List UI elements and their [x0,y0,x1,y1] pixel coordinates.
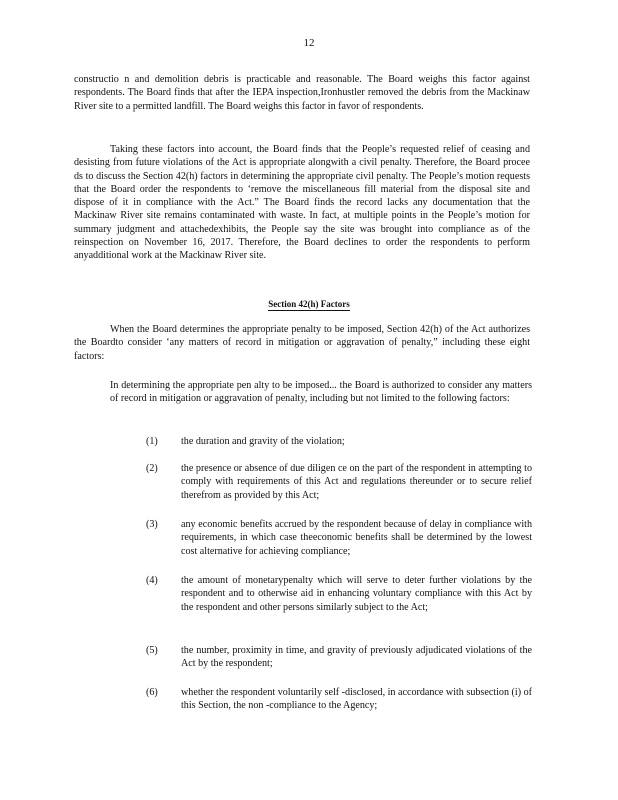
paragraph-penalty-intro: When the Board determines the appropriate penalty to be imposed, Section 42(h) of the Act authorizes the Boardto consider ‘any matters of record in mitigation or aggravation of penalty,” including these eight factors: [74,324,530,362]
section-heading-text: Section 42(h) Factors [268,299,350,309]
factor-text: the number, proximity in time, and gravity of previously adjudicated violations of the Act by the respondent; [181,645,532,670]
factor-text: the presence or absence of due diligen ce on the part of the respondent in attempting to comply with requirements of this Act and regulations thereunder or to secure relief therefrom as provided by this Act; [181,463,532,501]
factor-number: (6) [146,687,158,698]
section-heading [0,298,618,311]
factor-text: whether the respondent voluntarily self -disclosed, in accordance with subsection (i) of this Section, the non -compliance to the Agency; [181,687,532,712]
factor-text: any economic benefits accrued by the respondent because of delay in compliance with requirements, in which case theeconomic benefits shall be determined by the lowest cost alternative for achieving compliance; [181,519,532,557]
page-number: 12 [303,37,315,49]
factor-number: (1) [146,436,158,447]
paragraph-debris-removal: constructio n and demolition debris is practicable and reasonable. The Board weighs this factor against respondents. The Board finds that after the IEPA inspection,Ironhustler removed the debris from the Mackinaw River site to a permitted landfill. The Board weighs this factor in favor of respondents. [74,74,530,112]
factor-number: (4) [146,575,158,586]
block-quote-intro: In determining the appropriate pen alty to be imposed... the Board is authorized to consider any matters of record in mitigation or aggravation of penalty, including but not limited to the following factors: [110,380,532,405]
factor-number: (5) [146,645,158,656]
factor-text: the amount of monetarypenalty which will serve to deter further violations by the respondent and to otherwise aid in enhancing voluntary compliance with this Act by the respondent and other persons similarly subject to the Act; [181,575,532,613]
factor-number: (3) [146,519,158,530]
paragraph-relief-analysis: Taking these factors into account, the Board finds that the People’s requested relief of ceasing and desisting from future violations of the Act is appropriate alongwith a civil penalty. Therefore, the Board procee ds to discuss the Section 42(h) factors in determining the appropriate civil penalty. The People’s motion requests that the Board order the respondents to ‘remove the miscellaneous fill material from the disposal site and dispose of it in compliance with the Act.” The Board finds the record lacks any documentation that the Mackinaw River site remains contaminated with waste. In fact, at multiple points in the People’s motion for summary judgment and attachedexhibits, the People say the site was brought into compliance as of the reinspection on November 16, 2017. Therefore, the Board declines to order the respondents to perform anyadditional work at the Mackinaw River site. [74,144,530,262]
factor-text: the duration and gravity of the violation; [181,436,345,447]
factor-number: (2) [146,463,158,474]
